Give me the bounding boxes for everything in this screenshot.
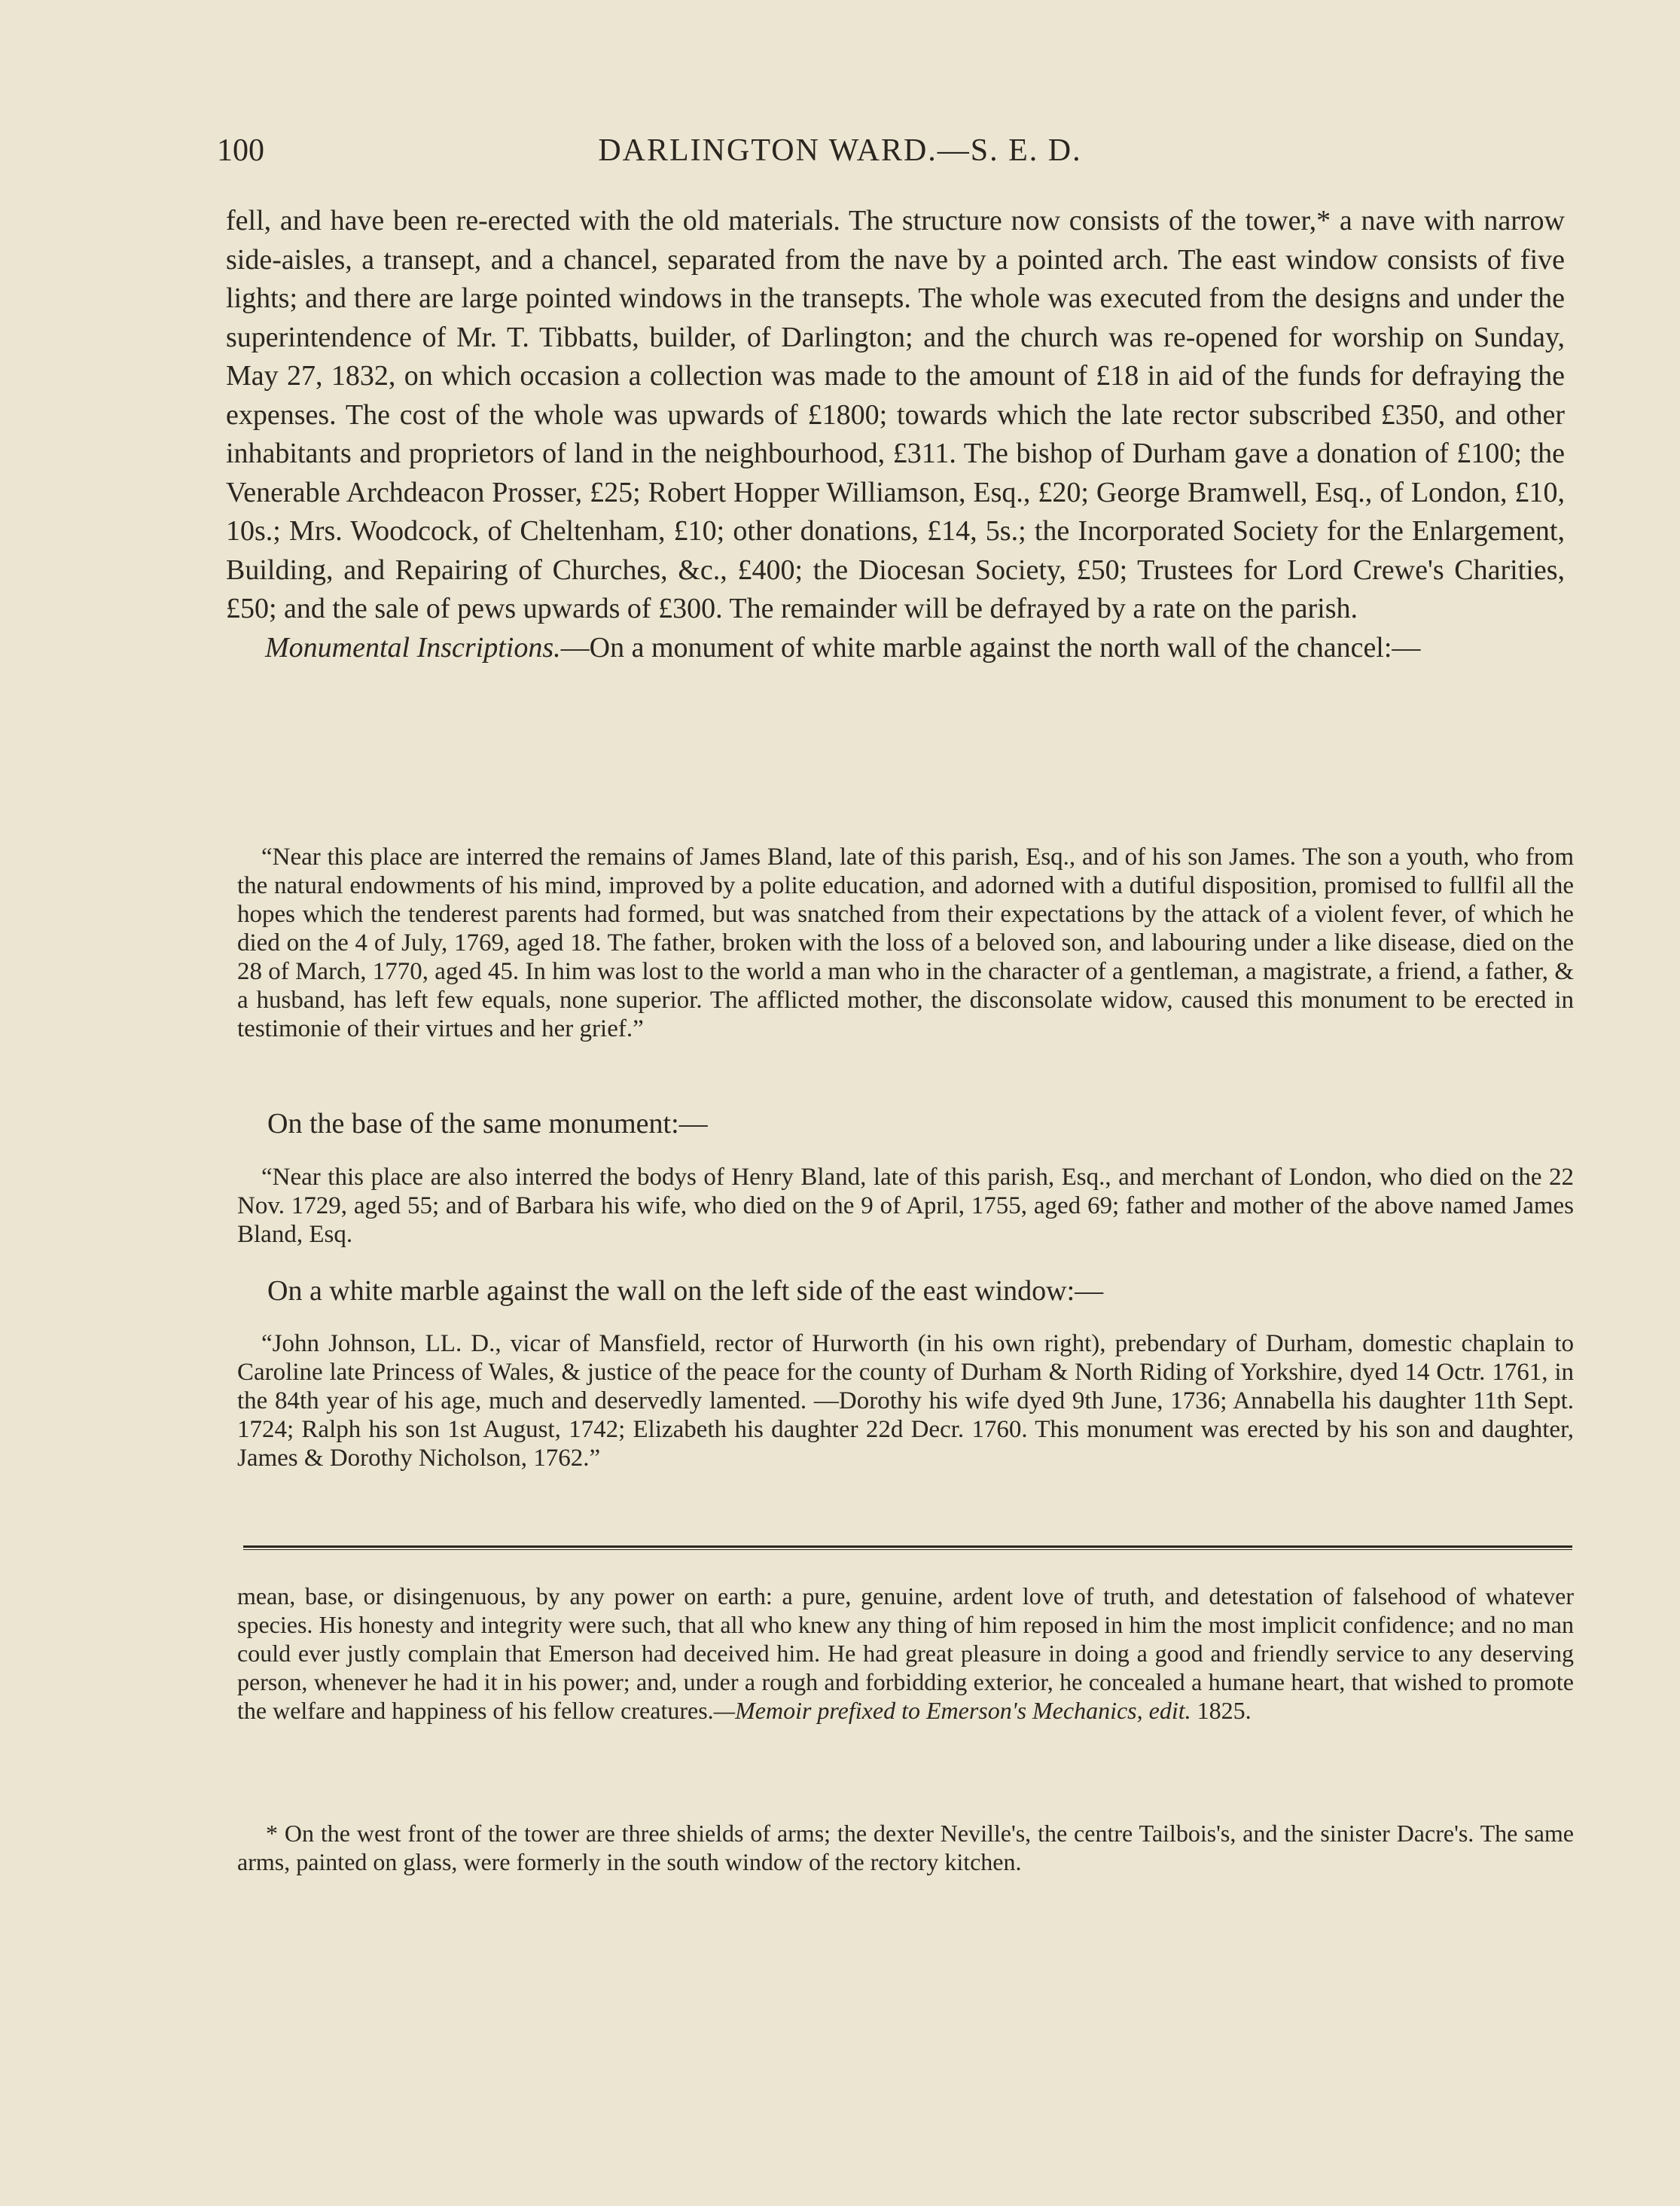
running-head: DARLINGTON WARD.—S. E. D.	[598, 133, 1082, 168]
footnote-star	[237, 1819, 1574, 1876]
footnote-divider	[243, 1545, 1572, 1550]
inscription-intro: On a white marble against the wall on the left side of the east window:—	[267, 1275, 1104, 1307]
monumental-heading: Monumental Inscriptions.	[265, 631, 561, 664]
footnote-continued	[237, 1582, 1574, 1725]
church-paragraph: fell, and have been re-erected with the old materials. The structure now consists of the tower,* a nave with narrow side-aisles, a transept, and a chancel, separated from the nave by a pointed arch. The east window consists of five lights; and there are large pointed windows in the transepts. The whole was executed from the designs and under the superintendence of Mr. T. Tibbatts, builder, of Darlington; and the church was re-opened for worship on Sunday, May 27, 1832, on which occasion a collection was made to the amount of £18 in aid of the funds for defraying the expenses. The cost of the whole was upwards of £1800; towards which the late rector subscribed £350, and other inhabitants and proprietors of land in the neighbourhood, £311. The bishop of Durham gave a donation of £100; the Venerable Archdeacon Prosser, £25; Robert Hopper Williamson, Esq., £20; George Bramwell, Esq., of London, £10, 10s.; Mrs. Woodcock, of Cheltenham, £10; other donations, £14, 5s.; the Incorporated Society for the Enlargement, Building, and Repairing of Churches, &c., £400; the Diocesan Society, £50; Trustees for Lord Crewe's Charities, £50; and the sale of pews upwards of £300. The remainder will be defrayed by a rate on the parish.	[226, 205, 1565, 624]
inscription-johnson	[237, 1329, 1574, 1472]
main-text	[226, 202, 1565, 667]
monumental-paragraph	[226, 629, 1565, 668]
footnote-year: 1825.	[1197, 1697, 1252, 1724]
inscription-text: “Near this place are interred the remains of James Bland, late of this parish, Esq., and of his son James. The son a youth, who from the natural endowments of his mind, improved by a polite education, and adorned with a dutiful disposition, promised to fullfil all the hopes which the tenderest parents had formed, but was snatched from their expectations by the attack of a violent fever, of which he died on the 4 of July, 1769, aged 18. The father, broken with the loss of a beloved son, and labouring under a like disease, died on the 28 of March, 1770, aged 45. In him was lost to the world a man who in the character of a gentleman, a magistrate, a friend, a father, & a husband, has left few equals, none superior. The afflicted mother, the disconsolate widow, caused this monument to be erected in testimonie of their virtues and her grief.”	[237, 844, 1574, 1042]
inscription-text: “John Johnson, LL. D., vicar of Mansfield, rector of Hurworth (in his own right), prebendary of Durham, domestic chaplain to Caroline late Princess of Wales, & justice of the peace for the county of Durham & North Riding of Yorkshire, dyed 14 Octr. 1761, in the 84th year of his age, much and deservedly lamented. —Dorothy his wife dyed 9th June, 1736; Annabella his daughter 11th Sept. 1724; Ralph his son 1st August, 1742; Elizabeth his daughter 22d Decr. 1760. This monument was erected by his son and daughter, James & Dorothy Nicholson, 1762.”	[237, 1330, 1574, 1472]
inscription-intro: On the base of the same monument:—	[267, 1108, 708, 1140]
inscription-text: “Near this place are also interred the bodys of Henry Bland, late of this parish, Esq., and merchant of London, who died on the 22 Nov. 1729, aged 55; and of Barbara his wife, who died on the 9 of April, 1755, aged 69; father and mother of the above named James Bland, Esq.	[237, 1164, 1574, 1248]
inscription-bland-james	[237, 843, 1574, 1043]
page-number: 100	[217, 133, 264, 168]
inscription-bland-henry	[237, 1163, 1574, 1249]
footnote-star-text: * On the west front of the tower are three shields of arms; the dexter Neville's, the centre Tailbois's, and the sinister Dacre's. The same arms, painted on glass, were formerly in the south window of the rectory kitchen.	[237, 1820, 1574, 1875]
monumental-text: —On a monument of white marble against the north wall of the chancel:—	[560, 631, 1421, 664]
footnote-continued-text: mean, base, or disingenuous, by any power on earth: a pure, genuine, ardent love of truth, and detestation of falsehood of whatever species. His honesty and integrity were such, that all who knew any thing of him reposed in him the most implicit confidence; and no man could ever justly complain that Emerson had deceived him. He had great pleasure in doing a good and friendly service to any deserving person, whenever he had it in his power; and, under a rough and forbidding exterior, he concealed a humane heart, that wished to promote the welfare and happiness of his fellow creatures.—Memoir prefixed to Emerson's Mechanics, edit. 1825.	[237, 1582, 1574, 1724]
footnote-source: —Memoir prefixed to Emerson's Mechanics, edit.	[713, 1697, 1191, 1724]
